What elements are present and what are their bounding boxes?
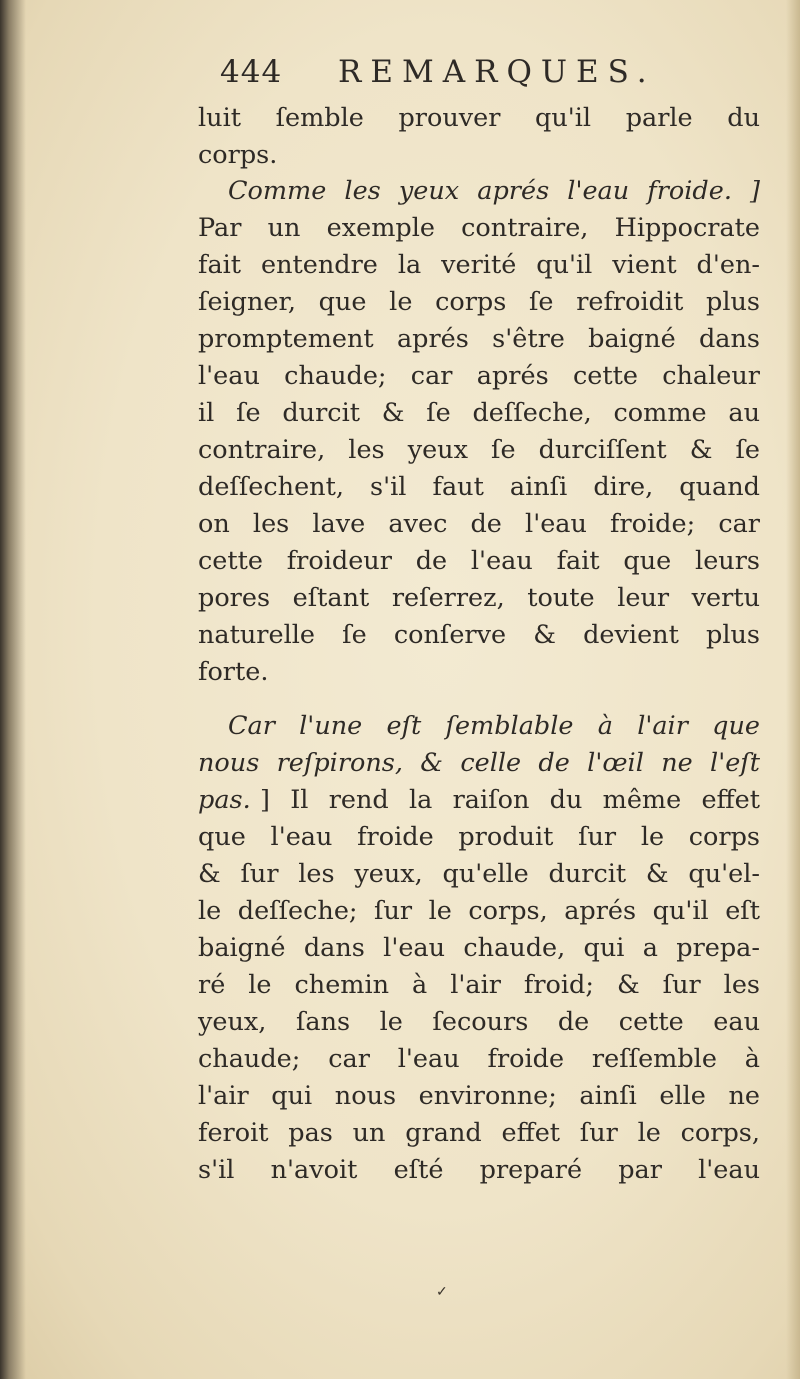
text-line: cette froideur de l'eau fait que leurs <box>198 546 760 576</box>
text-line: & ſur les yeux, qu'elle durcit & qu'el- <box>198 859 760 889</box>
text-line: contraire, les yeux ſe durciſſent & ſe <box>198 435 760 465</box>
page-edge <box>786 0 800 1379</box>
text-line: s'il n'avoit eſté preparé par l'eau <box>198 1155 760 1185</box>
text-line: ] Il rend la raiſon du même effet <box>260 785 760 815</box>
text-line: baigné dans l'eau chaude, qui a prepa- <box>198 933 760 963</box>
text-line: que l'eau froide produit ſur le corps <box>198 822 760 852</box>
text-line: feroit pas un grand effet ſur le corps, <box>198 1118 760 1148</box>
page-number: 444 <box>220 54 283 90</box>
text-line: chaude; car l'eau froide reſſemble à <box>198 1044 760 1074</box>
text-line: on les lave avec de l'eau froide; car <box>198 509 760 539</box>
text-line: naturelle ſe conſerve & devient plus <box>198 620 760 650</box>
text-line: ſeigner, que le corps ſe refroidit plus <box>198 287 760 317</box>
lemma-line: Car l'une eſt ſemblable à l'air que <box>228 711 760 741</box>
running-title: REMARQUES. <box>338 54 656 90</box>
text-line: deſſechent, s'il faut ainſi dire, quand <box>198 472 760 502</box>
lemma-line: pas. <box>198 785 251 815</box>
page-header <box>198 54 766 98</box>
text-line: corps. <box>198 140 278 170</box>
lemma-line: Comme les yeux aprés l'eau froide. ] <box>228 176 760 206</box>
text-line: le deſſeche; ſur le corps, aprés qu'il eſt <box>198 896 760 926</box>
text-line: luit ſemble prouver qu'il parle du <box>198 103 760 133</box>
catchword-mark: ✓ <box>436 1284 448 1300</box>
text-line: Par un exemple contraire, Hippocrate <box>198 213 760 243</box>
text-line: yeux, ſans le ſecours de cette eau <box>198 1007 760 1037</box>
text-line: l'air qui nous environne; ainſi elle ne <box>198 1081 760 1111</box>
text-line: l'eau chaude; car aprés cette chaleur <box>198 361 760 391</box>
text-line: promptement aprés s'être baigné dans <box>198 324 760 354</box>
lemma-line: nous reſpirons, & celle de l'œil ne l'eſt <box>198 748 760 778</box>
page-gutter-shadow <box>0 0 26 1379</box>
text-line: fait entendre la verité qu'il vient d'en- <box>198 250 760 280</box>
text-line: pores eſtant reſerrez, toute leur vertu <box>198 583 760 613</box>
text-line: forte. <box>198 657 269 687</box>
text-line: il ſe durcit & ſe deſſeche, comme au <box>198 398 760 428</box>
text-line: ré le chemin à l'air froid; & ſur les <box>198 970 760 1000</box>
